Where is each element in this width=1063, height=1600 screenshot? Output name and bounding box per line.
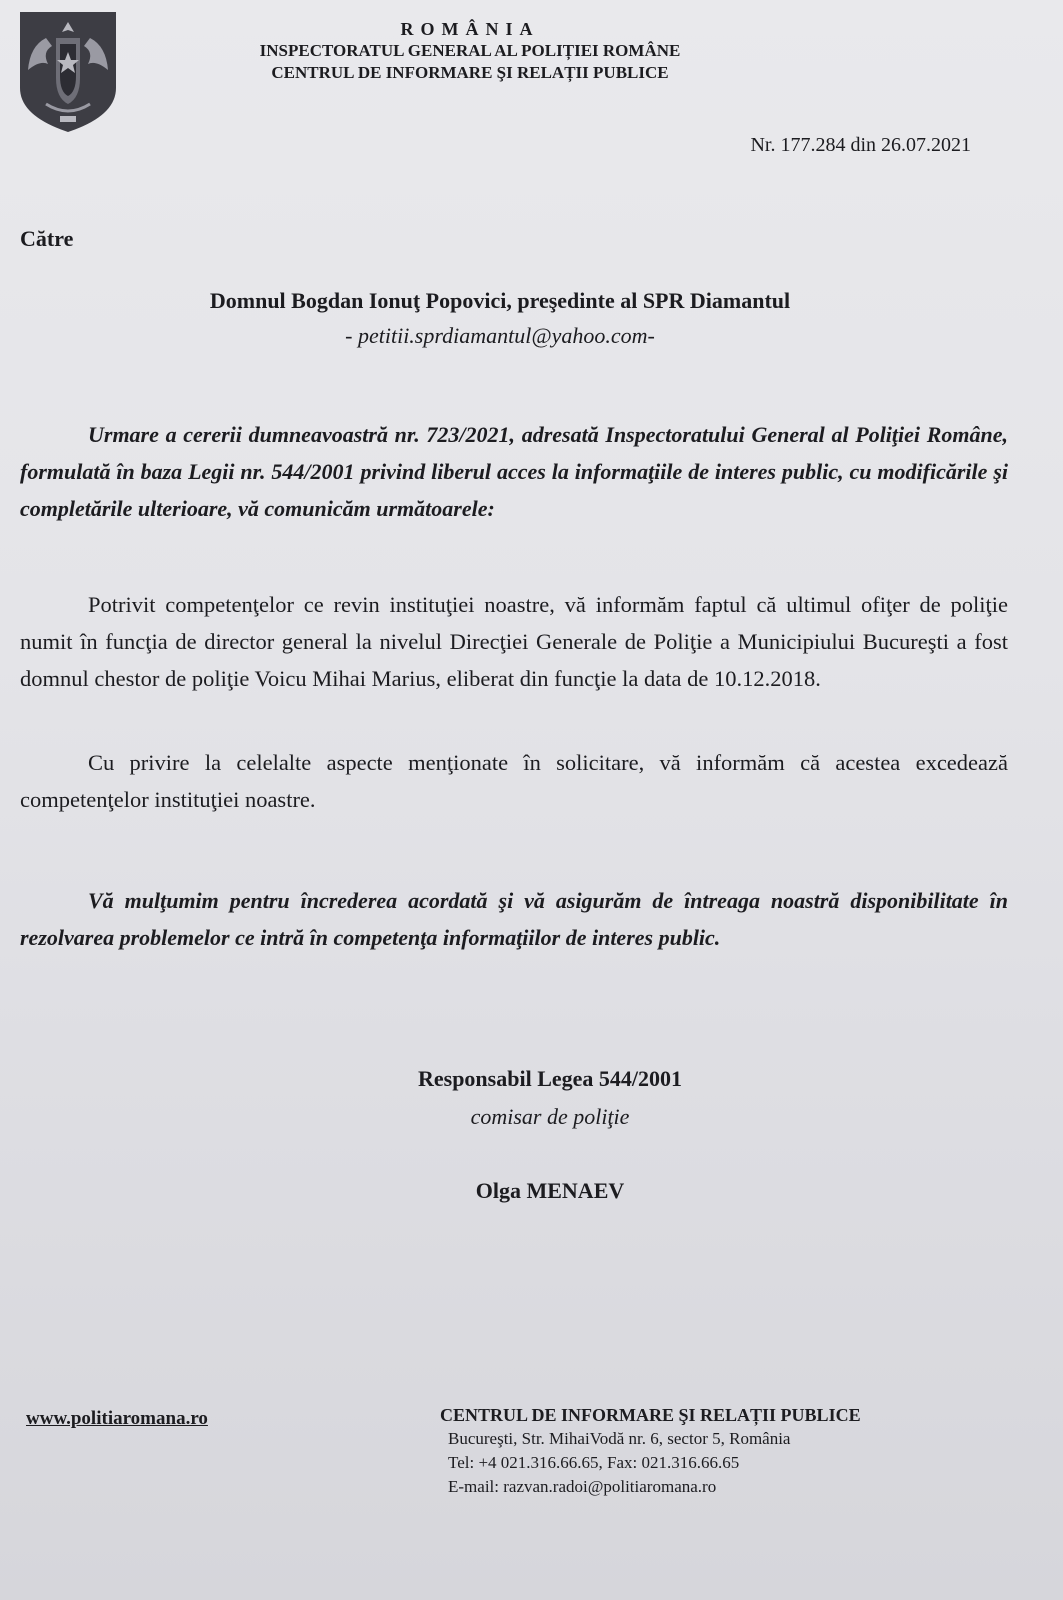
intro-paragraph: Urmare a cererii dumneavoastră nr. 723/2021, adresată Inspectoratului General al Poliţiei Române, formulată în baza Legii nr. 544/2001 privind liberul acces la informaţiile de interes public, cu modificările şi completările ulterioare, vă comunicăm următoarele: <box>20 422 1008 521</box>
letterhead-department: CENTRUL DE INFORMARE ŞI RELAȚII PUBLICE <box>271 63 669 82</box>
website-link[interactable]: www.politiaromana.ro <box>26 1408 208 1429</box>
registration-number: Nr. 177.284 din 26.07.2021 <box>750 134 971 156</box>
letterhead-country: ROMÂNIA <box>400 19 540 39</box>
footer-email: E-mail: razvan.radoi@politiaromana.ro <box>448 1477 717 1496</box>
closing-paragraph: Vă mulţumim pentru încrederea acordată şi vă asigurăm de întreaga noastră disponibilitate în rezolvarea problemelor ce intră în competenţa informaţiilor de interes public. <box>20 888 1008 950</box>
footer-phone: Tel: +4 021.316.66.65, Fax: 021.316.66.65 <box>448 1453 740 1472</box>
footer-address: Bucureşti, Str. MihaiVodă nr. 6, sector 5, România <box>448 1429 791 1448</box>
coat-of-arms-icon <box>16 8 120 134</box>
footer-center-name: CENTRUL DE INFORMARE ŞI RELAȚII PUBLICE <box>440 1405 861 1425</box>
body-paragraph-2: Cu privire la celelalte aspecte menţionate în solicitare, vă informăm că acestea excedează competenţelor instituţiei noastre. <box>20 750 1008 812</box>
letterhead <box>200 18 740 84</box>
footer-contact <box>440 1403 1000 1499</box>
body-paragraph-1: Potrivit competenţelor ce revin instituţiei noastre, vă informăm faptul că ultimul ofiţer de poliţie numit în funcţia de director general la nivelul Direcţiei Generale de Poliţie a Municipiului Bucureşti a fost domnul chestor de poliţie Voicu Mihai Marius, eliberat din funcţie la data de 10.12.2018. <box>20 592 1008 691</box>
letterhead-institution: INSPECTORATUL GENERAL AL POLIȚIEI ROMÂNE <box>259 41 681 60</box>
addressee-label: Către <box>20 226 74 251</box>
signature-rank: comisar de poliţie <box>470 1104 630 1129</box>
signature-role: Responsabil Legea 544/2001 <box>417 1066 683 1091</box>
addressee-name: Domnul Bogdan Ionuţ Popovici, preşedinte al SPR Diamantul <box>209 288 791 313</box>
signature-name: Olga MENAEV <box>475 1178 625 1203</box>
addressee-email: - petitii.sprdiamantul@yahoo.com- <box>345 323 655 348</box>
